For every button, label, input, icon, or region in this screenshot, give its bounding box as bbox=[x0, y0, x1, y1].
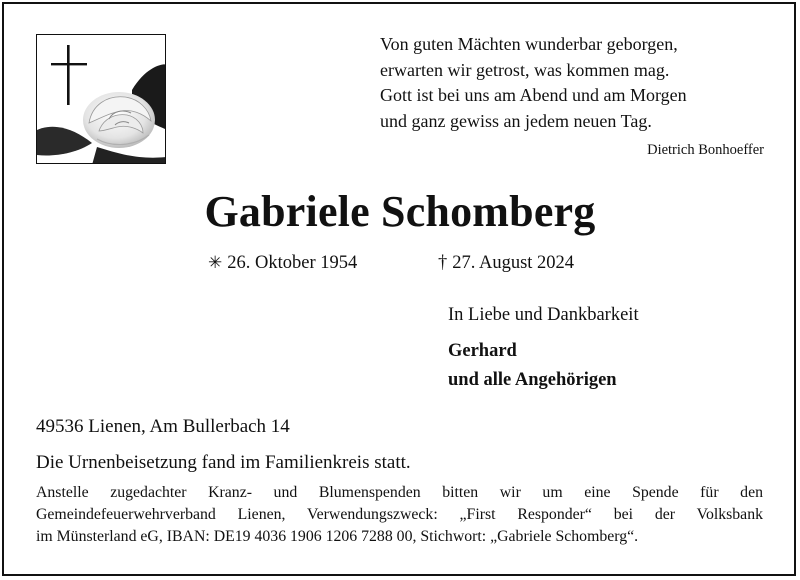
donation-line: im Münsterland eG, IBAN: DE19 4036 1906 1206 7288 00, Stichwort: „Gabriele Schomberg“. bbox=[36, 528, 639, 545]
deceased-name: Gabriele Schomberg bbox=[204, 187, 596, 236]
address: 49536 Lienen, Am Bullerbach 14 bbox=[36, 416, 290, 437]
mourners-intro: In Liebe und Dankbarkeit bbox=[448, 305, 639, 325]
cross-icon bbox=[51, 45, 87, 105]
rose-icon bbox=[83, 92, 155, 148]
mourner-name: Gerhard bbox=[448, 341, 517, 361]
birth-star-icon: ✳ bbox=[208, 253, 223, 272]
donation-note bbox=[36, 482, 763, 548]
poem-author: Dietrich Bonhoeffer bbox=[647, 142, 764, 158]
death-date-line bbox=[438, 253, 574, 274]
poem-line: erwarten wir getrost, was kommen mag. bbox=[380, 59, 670, 80]
cross-rose-image bbox=[36, 34, 166, 164]
death-cross-icon: † bbox=[438, 253, 448, 273]
leaf-icon bbox=[37, 127, 92, 156]
birth-date-line bbox=[208, 253, 357, 274]
poem-line: Von guten Mächten wunderbar geborgen, bbox=[380, 34, 678, 54]
funeral-note: Die Urnenbeisetzung fand im Familienkreis statt. bbox=[36, 452, 411, 473]
poem bbox=[380, 32, 687, 134]
poem-line: Gott ist bei uns am Abend und am Morgen bbox=[380, 85, 687, 105]
poem-line: und ganz gewiss an jedem neuen Tag. bbox=[380, 110, 652, 131]
mourner-relatives: und alle Angehörigen bbox=[448, 370, 617, 390]
donation-line: Gemeindefeuerwehrverband Lienen, Verwendungszweck: „First Responder“ bei der Volksbank bbox=[36, 506, 763, 523]
death-date: 27. August 2024 bbox=[452, 253, 575, 273]
birth-date: 26. Oktober 1954 bbox=[227, 253, 358, 273]
donation-line: Anstelle zugedachter Kranz- und Blumenspenden bitten wir um eine Spende für den bbox=[36, 484, 763, 501]
